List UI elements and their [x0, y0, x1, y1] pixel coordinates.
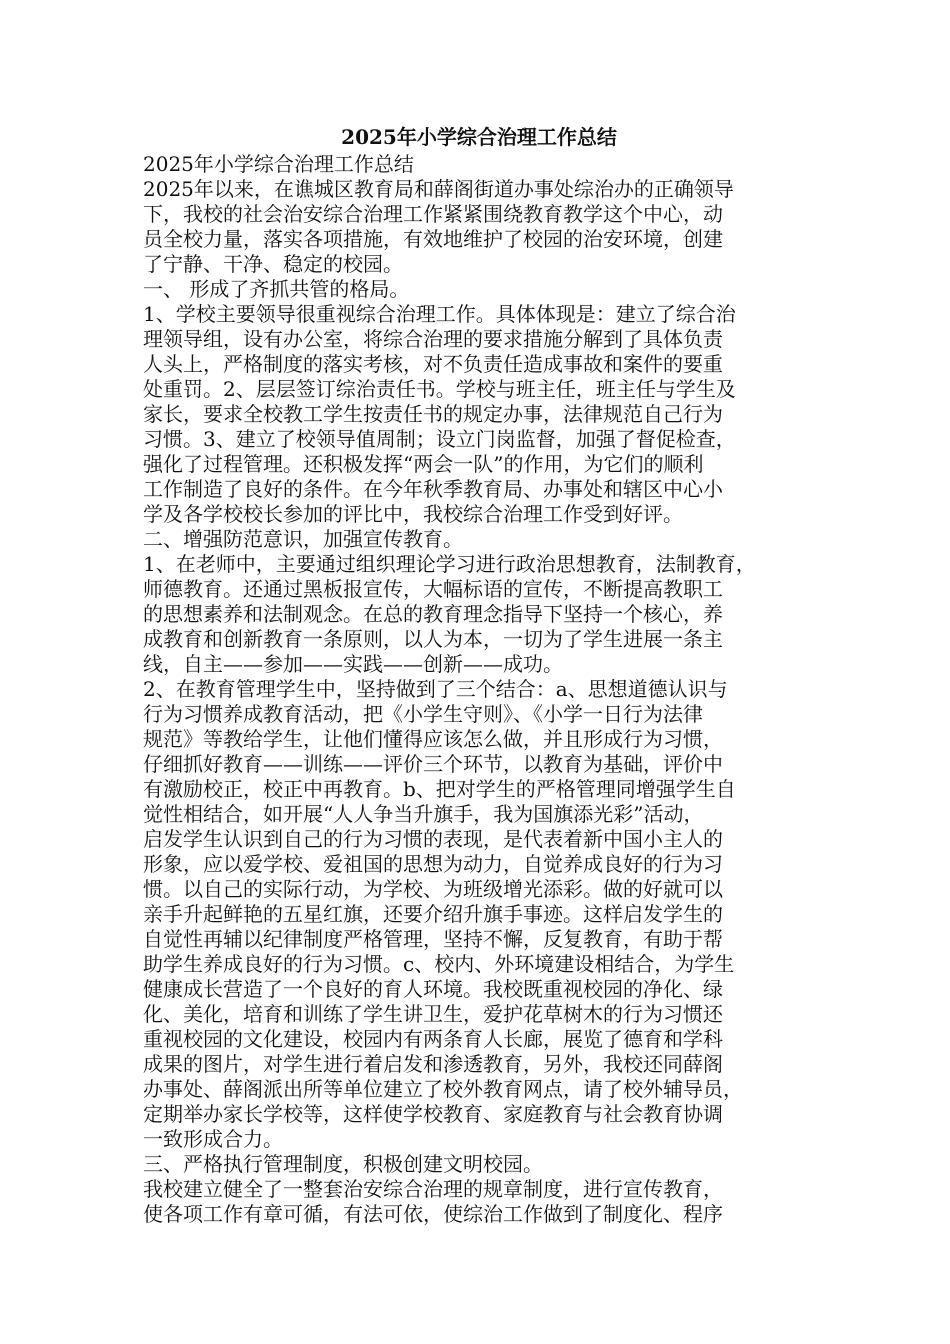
- document-title: 2025年小学综合治理工作总结: [341, 125, 617, 149]
- body-text-line: 定期举办家长学校等，这样使学校教育、家庭教育与社会教育协调: [143, 1102, 723, 1126]
- body-text-line: 线，自主——参加——实践——创新——成功。: [143, 652, 563, 676]
- document-page: [143, 122, 815, 1227]
- body-text-line: 办事处、薛阁派出所等单位建立了校外教育网点，请了校外辅导员，: [143, 1077, 743, 1101]
- body-text-line: 员全校力量，落实各项措施，有效地维护了校园的治安环境，创建: [143, 227, 723, 251]
- body-text-line: 重视校园的文化建设，校园内有两条育人长廊，展览了德育和学科: [143, 1027, 723, 1051]
- body-text-line: 下，我校的社会治安综合治理工作紧紧围绕教育教学这个中心，动: [143, 202, 723, 226]
- body-text-line: 亲手升起鲜艳的五星红旗，还要介绍升旗手事迹。这样启发学生的: [143, 902, 723, 926]
- body-text-line: 家长，要求全校教工学生按责任书的规定办事，法律规范自己行为: [143, 402, 723, 426]
- body-text-line: 2025年小学综合治理工作总结: [143, 152, 414, 176]
- body-text-line: 行为习惯养成教育活动，把《小学生守则》、《小学一日行为法律: [143, 702, 703, 726]
- body-text-line: 自觉性再辅以纪律制度严格管理，坚持不懈，反复教育，有助于帮: [143, 927, 723, 951]
- body-text-line: 人头上，严格制度的落实考核，对不负责任造成事故和案件的要重: [143, 352, 723, 376]
- body-text-line: 工作制造了良好的条件。在今年秋季教育局、办事处和辖区中心小: [143, 477, 723, 501]
- body-text-line: 健康成长营造了一个良好的育人环境。我校既重视校园的净化、绿: [143, 977, 723, 1001]
- body-text-line: 习惯。3、建立了校领导值周制；设立门岗监督，加强了督促检查，: [143, 427, 736, 451]
- body-text-line: 1、在老师中，主要通过组织理论学习进行政治思想教育，法制教育，: [143, 552, 756, 576]
- document-body: [143, 152, 815, 1227]
- body-text-line: 二、增强防范意识，加强宣传教育。: [143, 527, 463, 551]
- body-text-line: 2025年以来，在谯城区教育局和薛阁街道办事处综治办的正确领导: [143, 177, 734, 201]
- body-text-line: 规范》等教给学生，让他们懂得应该怎么做，并且形成行为习惯，: [143, 727, 723, 751]
- body-text-line: 我校建立健全了一整套治安综合治理的规章制度，进行宣传教育，: [143, 1177, 723, 1201]
- body-text-line: 2、在教育管理学生中，坚持做到了三个结合：a、思想道德认识与: [143, 677, 728, 701]
- body-text-line: 师德教育。还通过黑板报宣传，大幅标语的宣传，不断提高教职工: [143, 577, 723, 601]
- body-text-line: 有激励校正，校正中再教育。b、把对学生的严格管理同增强学生自: [143, 777, 736, 801]
- body-text-line: 形象，应以爱学校、爱祖国的思想为动力，自觉养成良好的行为习: [143, 852, 723, 876]
- body-text-line: 成教育和创新教育一条原则，以人为本，一切为了学生进展一条主: [143, 627, 723, 651]
- body-text-line: 理领导组，设有办公室，将综合治理的要求措施分解到了具体负责: [143, 327, 723, 351]
- body-text-line: 处重罚。2、层层签订综治责任书。学校与班主任，班主任与学生及: [143, 377, 736, 401]
- body-text-line: 一致形成合力。: [143, 1127, 283, 1151]
- body-text-line: 仔细抓好教育——训练——评价三个环节，以教育为基础，评价中: [143, 752, 723, 776]
- body-text-line: 觉性相结合，如开展“人人争当升旗手，我为国旗添光彩”活动，: [143, 802, 704, 826]
- body-text-line: 一、 形成了齐抓共管的格局。: [143, 277, 410, 301]
- body-text-line: 三、严格执行管理制度，积极创建文明校园。: [143, 1152, 543, 1176]
- body-text-line: 使各项工作有章可循，有法可依，使综治工作做到了制度化、程序: [143, 1202, 723, 1226]
- body-text-line: 启发学生认识到自己的行为习惯的表现，是代表着新中国小主人的: [143, 827, 723, 851]
- body-text-line: 1、学校主要领导很重视综合治理工作。具体体现是：建立了综合治: [143, 302, 736, 326]
- body-text-line: 惯。以自己的实际行动，为学校、为班级增光添彩。做的好就可以: [143, 877, 723, 901]
- body-text-line: 强化了过程管理。还积极发挥“两会一队”的作用，为它们的顺利: [143, 452, 704, 476]
- body-text-line: 的思想素养和法制观念。在总的教育理念指导下坚持一个核心，养: [143, 602, 723, 626]
- body-text-line: 助学生养成良好的行为习惯。c、校内、外环境建设相结合，为学生: [143, 952, 735, 976]
- body-text-line: 了宁静、干净、稳定的校园。: [143, 252, 403, 276]
- body-text-line: 成果的图片，对学生进行着启发和渗透教育，另外，我校还同薛阁: [143, 1052, 723, 1076]
- body-text-line: 化、美化，培育和训练了学生讲卫生，爱护花草树木的行为习惯还: [143, 1002, 723, 1026]
- body-text-line: 学及各学校校长参加的评比中，我校综合治理工作受到好评。: [143, 502, 683, 526]
